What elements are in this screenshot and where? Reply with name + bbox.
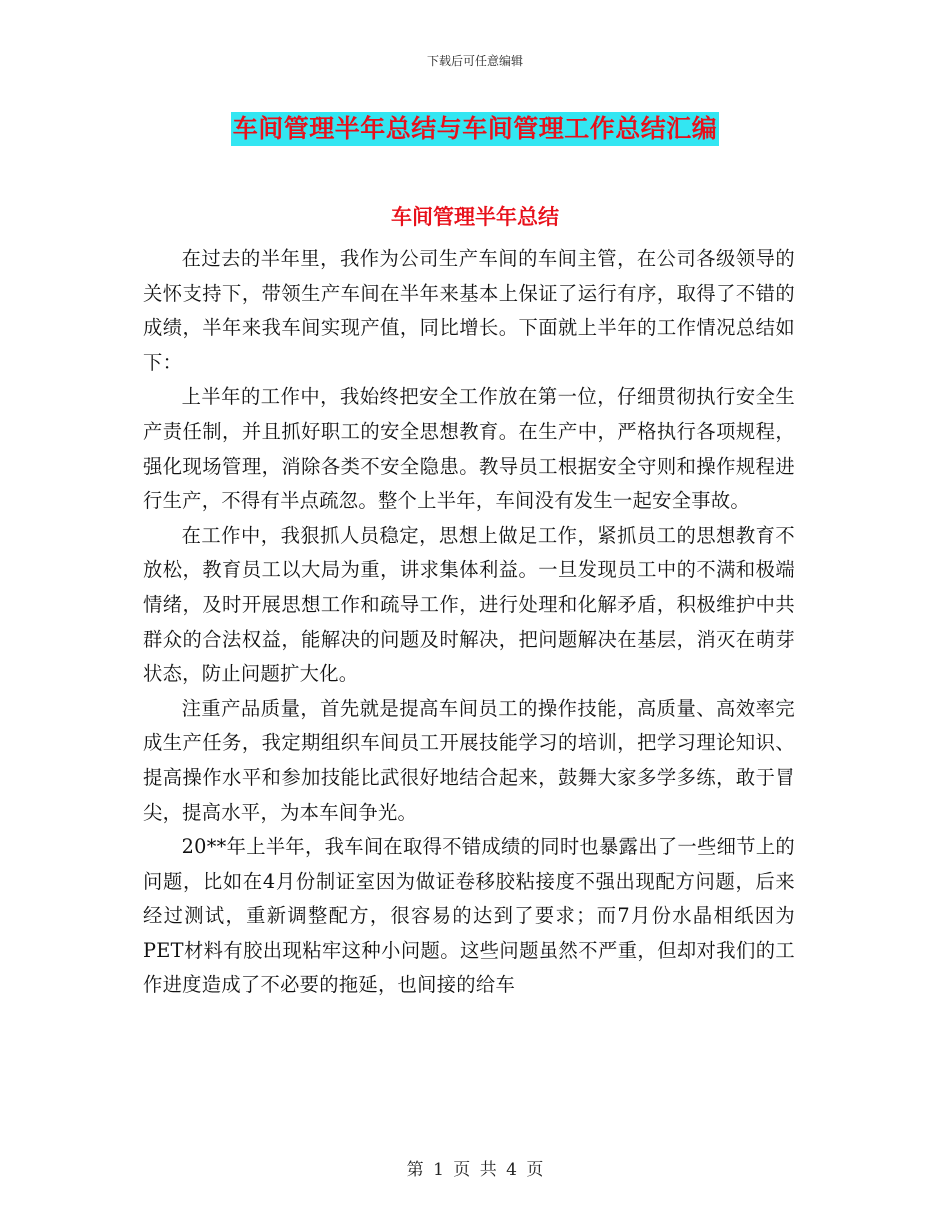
paragraph: 注重产品质量，首先就是提高车间员工的操作技能，高质量、高效率完成生产任务，我定期组织车间员工开展技能学习的培训，把学习理论知识、提高操作水平和参加技能比武很好地结合起来，鼓舞大家多学多练，敢于冒尖，提高水平，为本车间争光。	[143, 696, 795, 824]
page-header-note: 下载后可任意编辑	[426, 54, 523, 68]
document-title: 车间管理半年总结与车间管理工作总结汇编	[231, 112, 720, 146]
paragraph: 20**年上半年，我车间在取得不错成绩的同时也暴露出了一些细节上的问题，比如在4月份制证室因为做证卷移胶粘接度不强出现配方问题，后来经过测试，重新调整配方，很容易的达到了要求；而7月份水晶相纸因为PET材料有胶出现粘牢这种小问题。这些问题虽然不严重，但却对我们的工作进度造成了不必要的拖延，也间接的给车	[143, 835, 795, 997]
paragraph: 上半年的工作中，我始终把安全工作放在第一位，仔细贯彻执行安全生产责任制，并且抓好职工的安全思想教育。在生产中，严格执行各项规程，强化现场管理，消除各类不安全隐患。教导员工根据安全守则和操作规程进行生产，不得有半点疏忽。整个上半年，车间没有发生一起安全事故。	[143, 385, 795, 513]
document-body	[143, 242, 795, 1003]
document-title-container	[0, 112, 950, 146]
page-number-footer: 第 1 页 共 4 页	[406, 1160, 544, 1180]
paragraph: 在过去的半年里，我作为公司生产车间的车间主管，在公司各级领导的关怀支持下，带领生产车间在半年来基本上保证了运行有序，取得了不错的成绩，半年来我车间实现产值，同比增长。下面就上半年的工作情况总结如下：	[143, 247, 795, 374]
paragraph: 在工作中，我狠抓人员稳定，思想上做足工作，紧抓员工的思想教育不放松，教育员工以大局为重，讲求集体利益。一旦发现员工中的不满和极端情绪，及时开展思想工作和疏导工作，进行处理和化解矛盾，积极维护中共群众的合法权益，能解决的问题及时解决，把问题解决在基层，消灭在萌芽状态，防止问题扩大化。	[143, 523, 795, 686]
section-title: 车间管理半年总结	[391, 204, 559, 229]
